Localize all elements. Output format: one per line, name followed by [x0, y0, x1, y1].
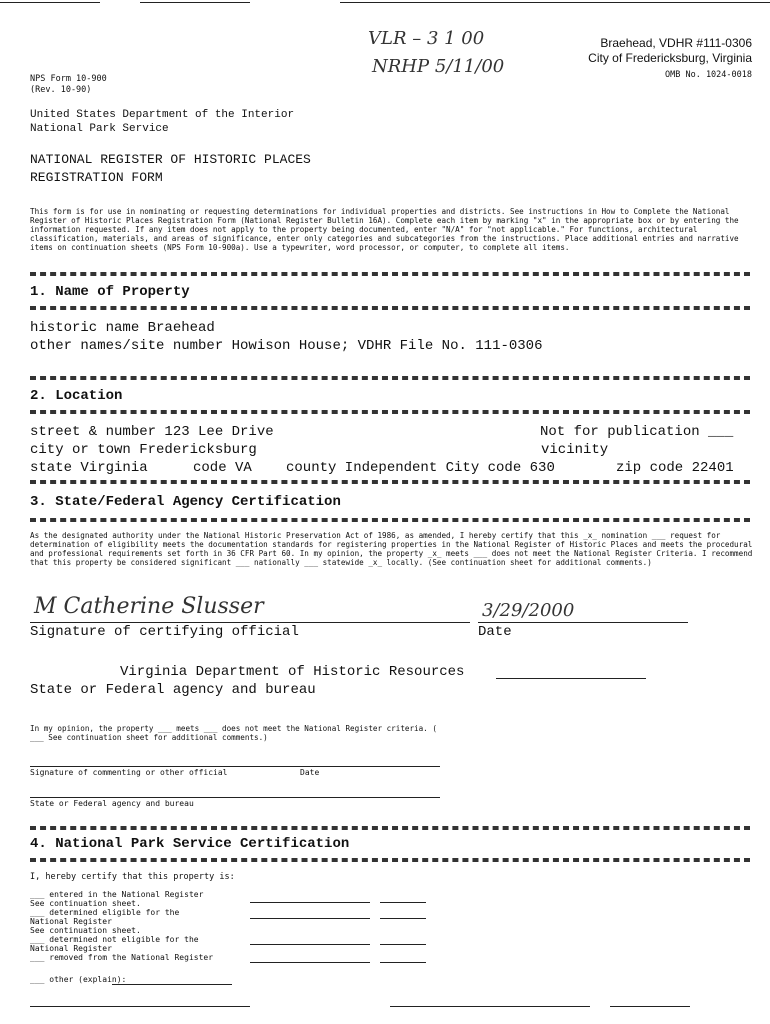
zip-code: zip code 22401	[616, 460, 734, 476]
form-revision: (Rev. 10-90)	[30, 85, 92, 95]
county: county Independent City code 630	[286, 460, 555, 476]
nps-item: See continuation sheet.	[30, 899, 141, 908]
state-code: code VA	[193, 460, 252, 476]
nps-item: National Register	[30, 944, 112, 953]
nps-item: National Register	[30, 917, 112, 926]
section-3-heading: 3. State/Federal Agency Certification	[30, 494, 341, 510]
section-2-heading: 2. Location	[30, 388, 123, 404]
section-rule	[30, 306, 750, 310]
nps-date-line	[380, 944, 426, 945]
state: state Virginia	[30, 460, 148, 476]
comment-agency-label: State or Federal agency and bureau	[30, 799, 194, 808]
section-4-heading: 4. National Park Service Certification	[30, 836, 350, 852]
form-number: NPS Form 10-900	[30, 74, 107, 84]
nps-date-line	[380, 918, 426, 919]
handwritten-vlr-note: VLR – 3 1 00	[368, 28, 485, 49]
other-names: other names/site number Howison House; VDHR File No. 111-0306	[30, 338, 543, 354]
vicinity: vicinity	[541, 442, 609, 458]
property-name-id: Braehead, VDHR #111-0306	[600, 36, 752, 50]
section-rule	[30, 376, 750, 380]
opinion-paragraph: In my opinion, the property ___ meets ___ does not meet the National Register criteria. ( ___ See continuation sheet for additional comments.)	[30, 724, 437, 742]
nps-date-line	[380, 902, 426, 903]
nps-sig-line	[250, 918, 370, 919]
section-1-heading: 1. Name of Property	[30, 284, 190, 300]
nps-sig-line	[250, 962, 370, 963]
comment-signature-line	[30, 766, 440, 767]
nps-intro: I, hereby certify that this property is:	[30, 872, 235, 882]
certifying-signature: M Catherine Slusser	[34, 594, 264, 619]
omb-number: OMB No. 1024-0018	[665, 70, 752, 80]
bottom-line	[610, 1006, 690, 1007]
form-subtitle: REGISTRATION FORM	[30, 170, 163, 185]
street-number: street & number 123 Lee Drive	[30, 424, 274, 440]
form-title: NATIONAL REGISTER OF HISTORIC PLACES	[30, 152, 311, 167]
agency-name: Virginia Department of Historic Resources	[120, 664, 465, 680]
bottom-line	[30, 1006, 250, 1007]
comment-agency-line	[30, 797, 440, 798]
scan-artifact-line	[140, 2, 250, 3]
service: National Park Service	[30, 123, 169, 135]
city-state: City of Fredericksburg, Virginia	[588, 51, 752, 65]
historic-name: historic name Braehead	[30, 320, 215, 336]
city-town: city or town Fredericksburg	[30, 442, 257, 458]
comment-date-label: Date	[300, 768, 320, 777]
section-rule	[30, 272, 750, 276]
certifying-date: 3/29/2000	[482, 600, 575, 621]
certification-paragraph: As the designated authority under the National Historic Preservation Act of 1986, as amended, I hereby certify that this _x_ nomination ___ request for determination of eligibility meets the documentation standards for registering properties in the National Register of Historic Places and meets the procedural and professional requirements set forth in 36 CFR Part 60. In my opinion, the property _x_ meets ___ does not meet the National Register Criteria. I recommend that this property be considered significant ___ nationally ___ statewide _x_ locally. (See continuation sheet for additional comments.)	[30, 531, 753, 567]
agency-line	[496, 678, 646, 679]
nps-item: ___ removed from the National Register	[30, 953, 214, 962]
bottom-line	[390, 1006, 590, 1007]
section-rule	[30, 518, 750, 522]
nps-item: ___ determined eligible for the	[30, 908, 180, 917]
nps-item: See continuation sheet.	[30, 926, 141, 935]
agency-label: State or Federal agency and bureau	[30, 682, 316, 698]
nps-item: ___ other (explain):	[30, 975, 127, 984]
scan-artifact-line	[0, 2, 100, 3]
nps-sig-line	[250, 944, 370, 945]
handwritten-nrhp-note: NRHP 5/11/00	[372, 56, 505, 77]
date-line	[478, 622, 688, 623]
nps-sig-line	[250, 902, 370, 903]
instructions-paragraph: This form is for use in nominating or requesting determinations for individual properties and districts. See instructions in How to Complete the National Register of Historic Places Registration Form (National Register Bulletin 16A). Complete each item by marking "x" in the appropriate box or by entering the information requested. If any item does not apply to the property being documented, enter "N/A" for "not applicable." For functions, architectural classification, materials, and areas of significance, enter only categories and subcategories from the instructions. Place additional entries and narrative items on continuation sheets (NPS Form 10-900a). Use a typewriter, word processor, or computer, to complete all items.	[30, 207, 739, 252]
nps-other-line	[112, 984, 232, 985]
signature-label: Signature of certifying official	[30, 624, 299, 640]
not-for-publication: Not for publication ___	[540, 424, 734, 440]
date-label: Date	[478, 624, 512, 640]
section-rule	[30, 826, 750, 830]
comment-signature-label: Signature of commenting or other official	[30, 768, 228, 777]
nps-item: ___ determined not eligible for the	[30, 935, 199, 944]
scan-artifact-line	[340, 2, 770, 3]
section-rule	[30, 410, 750, 414]
section-rule	[30, 858, 750, 862]
nps-date-line	[380, 962, 426, 963]
nps-item: ___ entered in the National Register	[30, 890, 204, 899]
section-rule	[30, 480, 750, 484]
signature-line	[30, 622, 470, 623]
department: United States Department of the Interior	[30, 109, 295, 121]
